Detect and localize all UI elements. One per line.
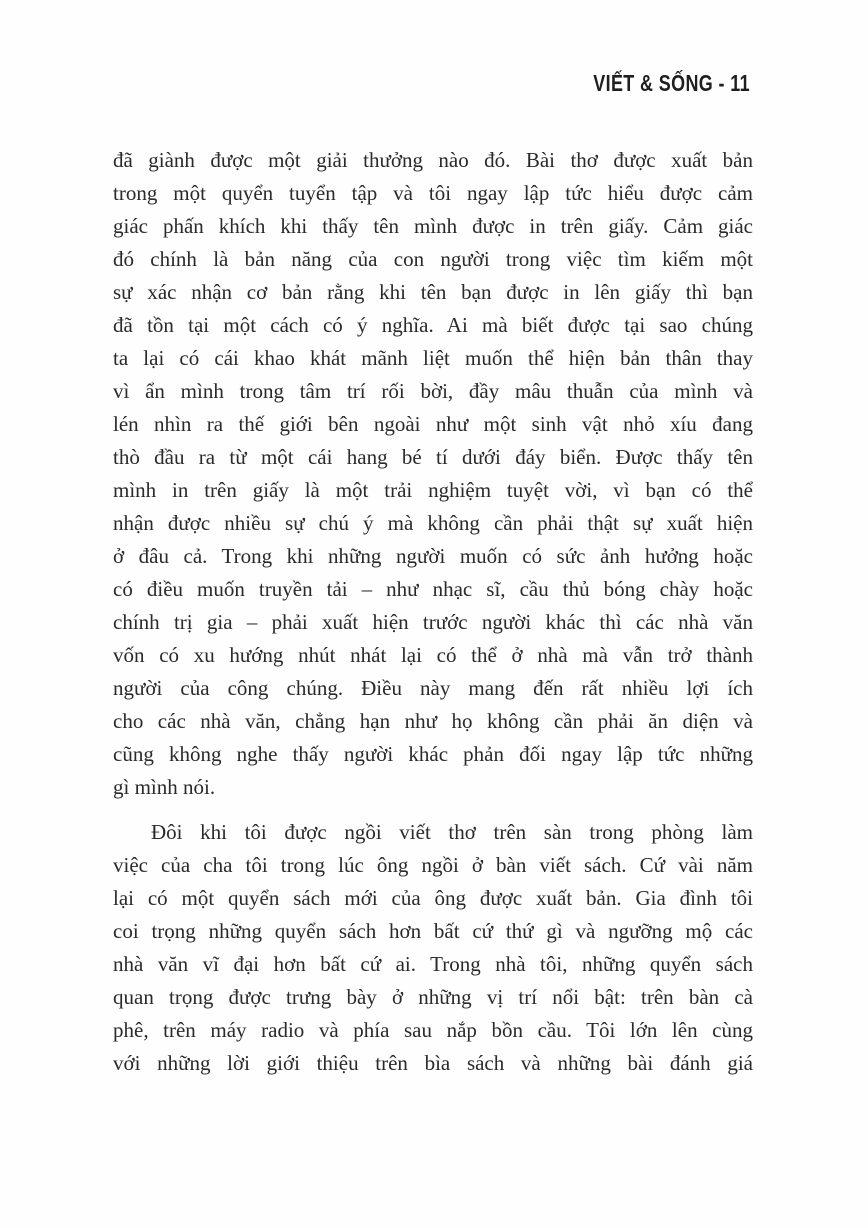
text-line: mình in trên giấy là một trải nghiệm tuyệt vời, vì bạn có thể bbox=[113, 478, 753, 502]
text-line: chính trị gia – phải xuất hiện trước người khác thì các nhà văn bbox=[113, 610, 753, 634]
text-line: người của công chúng. Điều này mang đến rất nhiều lợi ích bbox=[113, 676, 753, 700]
body-text bbox=[113, 144, 753, 1080]
paragraph-2 bbox=[113, 816, 753, 1080]
paragraph-1 bbox=[113, 144, 753, 804]
text-line: đó chính là bản năng của con người trong việc tìm kiếm một bbox=[113, 247, 753, 271]
text-line: đã tồn tại một cách có ý nghĩa. Ai mà biết được tại sao chúng bbox=[113, 313, 753, 337]
text-line: vì ẩn mình trong tâm trí rối bời, đầy mâu thuẫn của mình và bbox=[113, 379, 753, 403]
text-line: sự xác nhận cơ bản rằng khi tên bạn được in lên giấy thì bạn bbox=[113, 280, 753, 304]
text-line: vốn có xu hướng nhút nhát lại có thể ở nhà mà vẫn trở thành bbox=[113, 643, 753, 667]
text-line: cho các nhà văn, chẳng hạn như họ không cần phải ăn diện và bbox=[113, 709, 753, 733]
text-line: quan trọng được trưng bày ở những vị trí nổi bật: trên bàn cà bbox=[113, 985, 753, 1009]
text-line: cũng không nghe thấy người khác phản đối ngay lập tức những bbox=[113, 742, 753, 766]
text-line: có điều muốn truyền tải – như nhạc sĩ, cầu thủ bóng chày hoặc bbox=[113, 577, 753, 601]
text-line: coi trọng những quyển sách hơn bất cứ thứ gì và ngưỡng mộ các bbox=[113, 919, 753, 943]
text-line: ở đâu cả. Trong khi những người muốn có sức ảnh hưởng hoặc bbox=[113, 544, 753, 568]
text-line: nhận được nhiều sự chú ý mà không cần phải thật sự xuất hiện bbox=[113, 511, 753, 535]
text-line: với những lời giới thiệu trên bìa sách và những bài đánh giá bbox=[113, 1051, 753, 1075]
text-line: lén nhìn ra thế giới bên ngoài như một sinh vật nhỏ xíu đang bbox=[113, 412, 753, 436]
text-line: đã giành được một giải thưởng nào đó. Bài thơ được xuất bản bbox=[113, 148, 753, 172]
text-line: gì mình nói. bbox=[113, 775, 216, 799]
text-line: ta lại có cái khao khát mãnh liệt muốn thể hiện bản thân thay bbox=[113, 346, 753, 370]
text-line: việc của cha tôi trong lúc ông ngồi ở bàn viết sách. Cứ vài năm bbox=[113, 853, 753, 877]
text-line: trong một quyển tuyển tập và tôi ngay lập tức hiểu được cảm bbox=[113, 181, 753, 205]
text-line: Đôi khi tôi được ngồi viết thơ trên sàn trong phòng làm bbox=[151, 820, 753, 844]
text-line: nhà văn vĩ đại hơn bất cứ ai. Trong nhà tôi, những quyển sách bbox=[113, 952, 753, 976]
text-line: lại có một quyển sách mới của ông được xuất bản. Gia đình tôi bbox=[113, 886, 753, 910]
text-line: thò đầu ra từ một cái hang bé tí dưới đáy biển. Được thấy tên bbox=[113, 445, 753, 469]
text-line: giác phấn khích khi thấy tên mình được in trên giấy. Cảm giác bbox=[113, 214, 753, 238]
running-header: VIẾT & SỐNG - 11 bbox=[593, 70, 750, 96]
text-line: phê, trên máy radio và phía sau nắp bồn cầu. Tôi lớn lên cùng bbox=[113, 1018, 753, 1042]
